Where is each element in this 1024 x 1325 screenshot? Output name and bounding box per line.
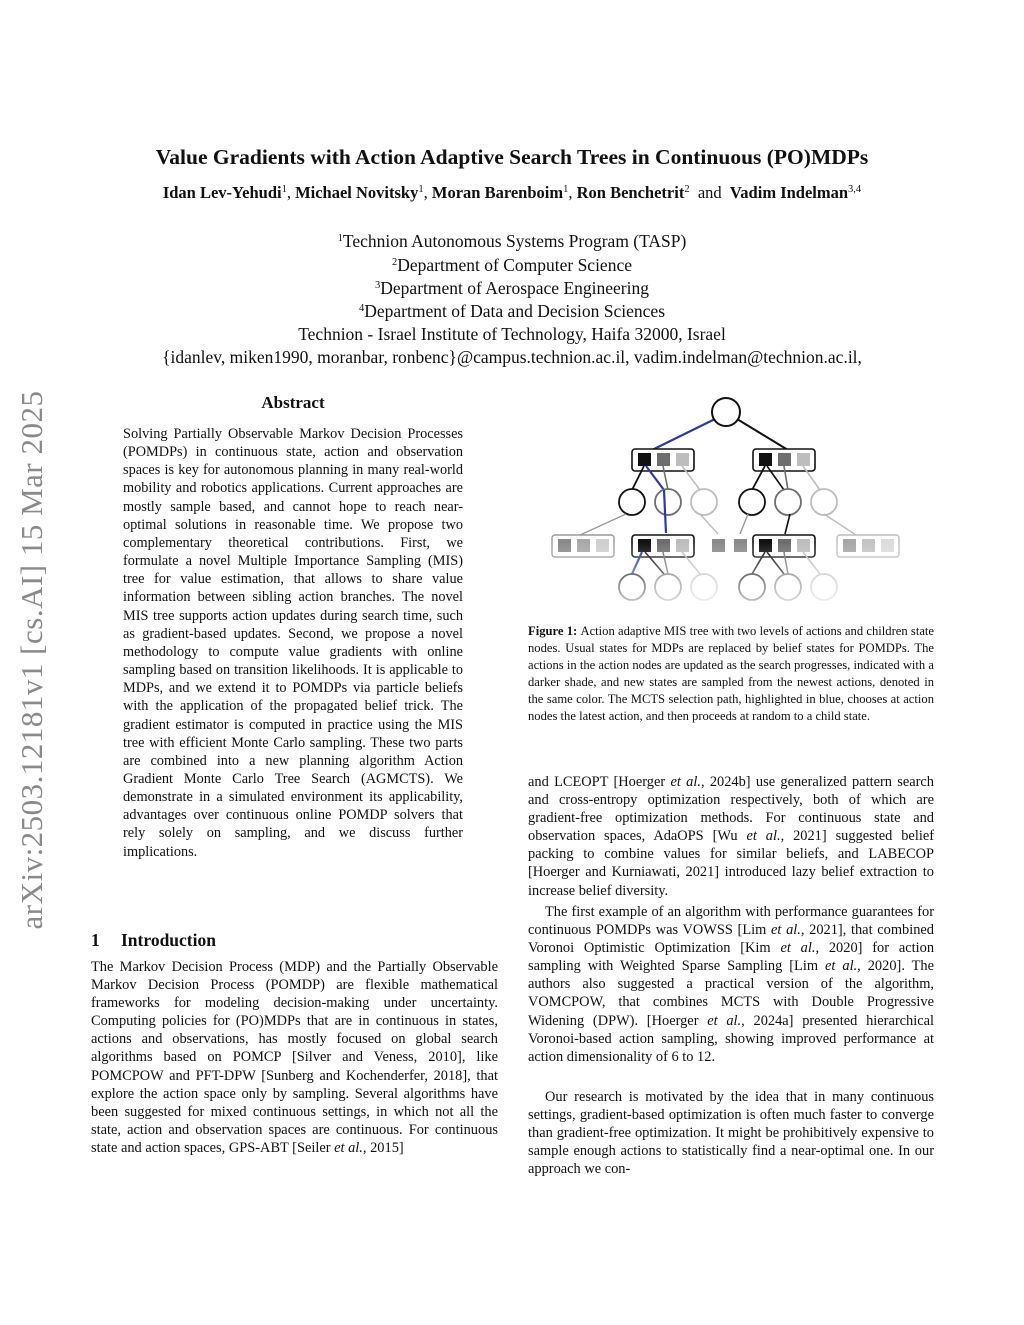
- text-run-italic: et al.: [771, 922, 801, 939]
- affiliation-text: Department of Data and Decision Sciences: [364, 301, 666, 321]
- tree-edge: [737, 419, 788, 450]
- state-node: [739, 489, 765, 515]
- body-paragraph: [528, 773, 934, 900]
- tree-edge: [785, 514, 790, 534]
- arxiv-identifier: [2, 365, 62, 955]
- state-node: [619, 489, 645, 515]
- action-sample-mid: [657, 453, 670, 466]
- author-emails: {idanlev, miken1990, moranbar, ronbenc}@campus.technion.ac.il, vadim.indelman@technion.ac.il,: [162, 347, 862, 367]
- text-run: , 2020] for action sampling with Weighted Sparse Sampling [Lim: [528, 940, 935, 975]
- tree-edge: [580, 514, 626, 535]
- text-run-italic: et al.: [825, 958, 858, 975]
- author-name: Michael Novitsky: [295, 183, 419, 202]
- affiliation-text: Department of Computer Science: [397, 255, 632, 275]
- text-run: , 2021] suggested belief packing to combine values for similar beliefs, and LABECOP [Hoerger and Kurniawati, 2021] introduced lazy belief extraction to increase belief diversity.: [528, 828, 934, 899]
- affiliation: [0, 255, 1024, 276]
- affiliation-sup: 4: [358, 303, 365, 314]
- author-sup: 1: [563, 184, 569, 195]
- action-sample-light: [797, 453, 810, 466]
- abstract-text: Solving Partially Observable Markov Decision Processes (POMDPs) in continuous state, action and observation spaces is key for autonomous planning in many real-world mobility and robotics applications. Current approaches are mostly sample based, and cannot hope to reach near-optimal solutions in reasonable time. We propose two complementary theoretical contributions. First, we formulate a novel Multiple Importance Sampling (MIS) tree for value estimation, that allows to share value information between sibling action branches. The novel MIS tree supports action updates during search time, such as gradient-based updates. Second, we propose a novel methodology to compute value gradients with online sampling based on transition likelihoods. It is applicable to MDPs, and we extend it to POMDPs via particle beliefs with the application of the propagated belief trick. The gradient estimator is computed in practice using the MIS tree with efficient Monte Carlo sampling. These two parts are combined into a new planning algorithm Action Gradient Monte Carlo Tree Search (AGMCTS). We demonstrate in a simulated environment its applicability, advantages over continuous online POMDP solvers that rely solely on sampling, and we discuss further implications.: [123, 426, 463, 860]
- caption-text: Action adaptive MIS tree with two levels of actions and children state nodes. Usual states for MDPs are replaced by belief states for POMDPs. The actions in the action nodes are updated as the search progresses, indicated with a darker shade, and new states are sampled from the newest actions, denoted in the same color. The MCTS selection path, highlighted in blue, chooses at action nodes the latest action, and then proceeds at random to a child state.: [528, 624, 934, 723]
- section-title: Introduction: [121, 930, 216, 950]
- tree-edge: [740, 514, 748, 534]
- tree-edge: [652, 419, 715, 450]
- text-run-italic: et al.: [707, 1012, 742, 1029]
- author-separator-and: and: [697, 183, 722, 202]
- paper-title: Value Gradients with Action Adaptive Search Trees in Continuous (PO)MDPs: [155, 145, 869, 169]
- affiliation-sup: 3: [375, 280, 381, 291]
- section-heading: [91, 930, 216, 951]
- affiliation-text: Department of Aerospace Engineering: [380, 278, 649, 298]
- affiliation: [0, 231, 1024, 252]
- section-number: 1: [91, 930, 100, 950]
- caption-label: Figure 1:: [528, 624, 578, 638]
- action-sample-dark: [638, 453, 651, 466]
- figure-caption: [528, 623, 934, 725]
- institution: Technion - Israel Institute of Technology, Haifa 32000, Israel: [298, 324, 726, 344]
- author-list: [110, 181, 914, 205]
- tree-edge: [700, 514, 718, 534]
- tree-edge: [824, 514, 856, 535]
- author-sup: 2: [684, 184, 690, 195]
- text-run-italic: et al.: [780, 940, 816, 957]
- text-run: and LCEOPT [Hoerger: [528, 774, 671, 790]
- author-name: Moran Barenboim: [431, 183, 564, 202]
- figure-tree-diagram: [540, 392, 940, 610]
- affiliation-sup: 1: [337, 233, 343, 244]
- text-run: , 2020]. The authors also suggested a practical version of the algorithm, VOMCPOW, that combines MCTS with Double Progressive Widening (DPW). [Hoerger: [528, 958, 934, 1029]
- author-sup: 1: [418, 184, 424, 195]
- body-paragraph: Our research is motivated by the idea that in many continuous settings, gradient-based optimization is often much faster to converge than gradient-free optimization. It might be prohibitively expensive to sample enough actions to statistically find a near-optimal one. In our approach we con-: [528, 1089, 934, 1178]
- author-name: Idan Lev-Yehudi: [162, 183, 282, 202]
- affiliation-sup: 2: [392, 257, 398, 268]
- author-separator: ,: [423, 183, 428, 202]
- text-run-italic: et al.: [670, 774, 701, 790]
- text-run: , 2024a] presented hierarchical Voronoi-based action sampling, showing improved performance at action dimensionality of 6 to 12.: [528, 1012, 934, 1065]
- text-run-italic: et al.: [746, 828, 781, 845]
- affiliation: [0, 278, 1024, 299]
- text-run: , 2024b] use generalized pattern search and cross-entropy optimization respectively, both of which are gradient-free optimization methods. For continuous state and observation spaces, AdaOPS [Wu: [528, 774, 934, 845]
- text-run-italic: et al.: [334, 1139, 363, 1156]
- action-sample-mid: [778, 453, 791, 466]
- root-state-node: [712, 398, 740, 426]
- author-separator: ,: [286, 183, 291, 202]
- author-name: Vadim Indelman: [729, 183, 849, 202]
- action-sample-dark: [759, 453, 772, 466]
- affiliation: [0, 301, 1024, 322]
- affiliation-text: Technion Autonomous Systems Program (TASP): [342, 231, 687, 251]
- state-node: [775, 489, 801, 515]
- state-node: [811, 489, 837, 515]
- author-sup: 3,4: [848, 184, 862, 195]
- figure-fade: [540, 542, 940, 610]
- arxiv-identifier-text: arXiv:2503.12181v1 [cs.AI] 15 Mar 2025: [14, 390, 49, 930]
- text-run: , 2015]: [362, 1139, 404, 1156]
- author-separator: ,: [568, 183, 573, 202]
- body-paragraph: [528, 903, 934, 1066]
- state-node: [655, 489, 681, 515]
- state-node: [691, 489, 717, 515]
- abstract-heading: Abstract: [261, 393, 325, 412]
- author-sup: 1: [281, 184, 287, 195]
- text-run: The Markov Decision Process (MDP) and the Partially Observable Markov Decision Process (POMDP) are flexible mathematical frameworks for modeling decision-making under uncertainty. Computing policies for (PO)MDPs that are in continuous in states, actions and observations, has mostly focused on global search algorithms based on POMCP [Silver and Veness, 2010], like POMCPOW and PFT-DPW [Sunberg and Kochenderfer, 2018], that explore the action space only by sampling. Several algorithms have been suggested for mixed continuous settings, in which not all the state, action and observation spaces are continuous. For continuous state and action spaces, GPS-ABT [Seiler: [91, 959, 498, 1156]
- intro-paragraph: [91, 958, 498, 1157]
- author-name: Ron Benchetrit: [576, 183, 685, 202]
- text-run: The first example of an algorithm with performance guarantees for continuous POMDPs was VOWSS [Lim: [528, 904, 934, 939]
- text-run: , 2021], that combined Voronoi Optimistic Optimization [Kim: [528, 922, 934, 957]
- action-sample-light: [676, 453, 689, 466]
